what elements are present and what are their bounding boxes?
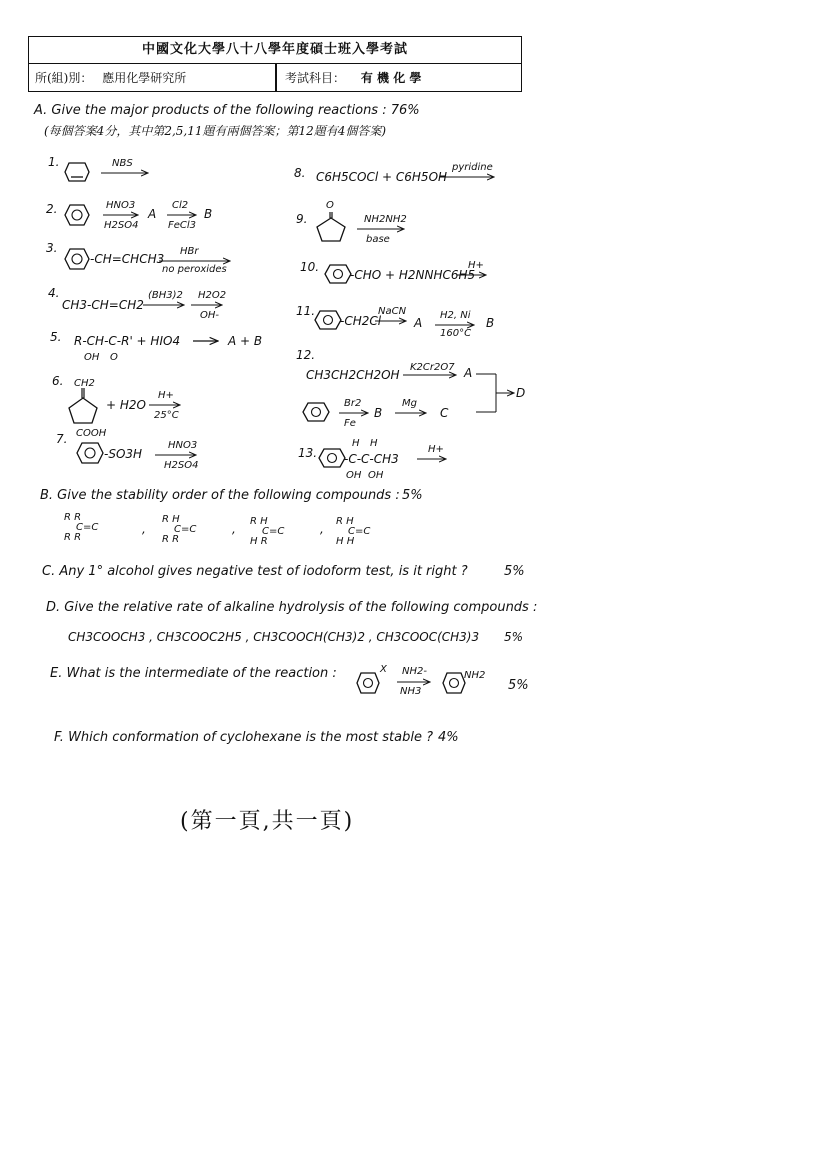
cyclohexene-icon — [64, 162, 90, 182]
section-e-x: X — [380, 664, 387, 675]
item-7-reagent-top: HNO3 — [168, 440, 198, 451]
item-2-label-a: A — [148, 207, 157, 221]
item-4-reagent-top: (BH3)2 — [148, 290, 183, 301]
section-a-title: A. Give the major products of the following reactions : 76% — [34, 103, 420, 118]
item-4-arrow-2 — [190, 300, 226, 310]
item-13-h2: H — [370, 438, 378, 449]
item-6-number: 6. — [52, 374, 64, 388]
item-12-reagent2-top: Br2 — [344, 398, 362, 409]
exam-title: 中國文化大學八十八學年度碩士班入學考試 — [29, 37, 521, 64]
item-6-arrow — [148, 400, 184, 410]
dept-cell — [35, 64, 186, 92]
alkene-4-mid: C=C — [348, 526, 371, 537]
item-3-reagent-top: HBr — [180, 246, 199, 257]
section-e-reagent-bottom: NH3 — [400, 686, 422, 697]
item-13-reactant: -C-C-CH3 — [344, 452, 399, 466]
item-12-number: 12. — [296, 348, 316, 362]
item-2-reagent2-bottom: FeCl3 — [168, 220, 197, 231]
item-4-reagent2-top: H2O2 — [198, 290, 227, 301]
item-9-number: 9. — [296, 212, 308, 226]
item-12-combine-bracket — [476, 372, 518, 416]
alkene-1-top: R R — [64, 512, 82, 523]
item-12-reactant: CH3CH2CH2OH — [306, 368, 400, 382]
item-5-arrow — [192, 336, 222, 346]
item-11-number: 11. — [296, 304, 316, 318]
cyclopentanone-icon — [314, 212, 346, 242]
section-d-compounds: CH3COOCH3 , CH3COOC2H5 , CH3COOCH(CH3)2 , CH3COOC(CH3)3 — [68, 630, 480, 644]
item-11-reagent2-top: H2, Ni — [440, 310, 471, 321]
item-5-reactant: R-CH-C-R' + HIO4 — [74, 334, 181, 348]
dept-label: 所(組)別： — [35, 71, 93, 85]
methylenecyclopentane-icon — [66, 388, 98, 424]
alkene-3-top: R H — [250, 516, 268, 527]
comma-sep: , — [142, 522, 146, 536]
item-2-reagent-bottom: H2SO4 — [104, 220, 139, 231]
section-c-score: 5% — [504, 564, 525, 579]
item-12-arrow-1 — [402, 370, 460, 380]
benzene-icon — [442, 672, 466, 694]
item-11-arrow-1 — [374, 316, 410, 326]
item-1-arrow — [100, 168, 152, 178]
item-8-reactant: C6H5COCl + C6H5OH — [316, 170, 448, 184]
item-13-oh1: OH — [346, 470, 362, 481]
item-2-reagent-top: HNO3 — [106, 200, 136, 211]
alkene-4-top: R H — [336, 516, 354, 527]
item-13-number: 13. — [298, 446, 318, 460]
section-b-title: B. Give the stability order of the following compounds : — [40, 488, 400, 503]
section-f-text: F. Which conformation of cyclohexane is the most stable ? — [54, 730, 433, 745]
item-5-oh: OH — [84, 352, 100, 363]
section-d-score: 5% — [504, 630, 524, 644]
item-2-arrow-2 — [166, 210, 200, 220]
alkene-4-bottom: H H — [336, 536, 355, 547]
item-6-reagent-top: H+ — [158, 390, 174, 401]
item-9-reagent-top: NH2NH2 — [364, 214, 407, 225]
page-footer: (第一頁,共一頁) — [180, 809, 355, 834]
item-2-label-b: B — [204, 207, 213, 221]
item-1-number: 1. — [48, 155, 60, 169]
section-a-note: (每個答案4分，其中第2,5,11題有兩個答案；第12題有4個答案) — [44, 124, 387, 138]
item-7-reagent-bottom: H2SO4 — [164, 460, 199, 471]
item-7-reactant: -SO3H — [104, 447, 143, 461]
item-10-arrow — [456, 270, 490, 280]
item-10-number: 10. — [300, 260, 320, 274]
alkene-3-bottom: H R — [250, 536, 268, 547]
item-10-reactant: -CHO + H2NNHC6H5 — [350, 268, 476, 282]
section-b-score: 5% — [402, 488, 423, 503]
section-e-nh2: NH2 — [464, 670, 486, 681]
item-12-reagent-top: K2Cr2O7 — [410, 362, 455, 373]
item-12-arrow-2 — [338, 408, 372, 418]
item-12-label-d: D — [516, 386, 526, 400]
item-4-number: 4. — [48, 286, 60, 300]
item-2-arrow-1 — [102, 210, 142, 220]
item-4-arrow-1 — [142, 300, 188, 310]
item-5-product: A + B — [228, 334, 263, 348]
benzene-icon — [314, 310, 342, 330]
alkene-3-mid: C=C — [262, 526, 285, 537]
item-11-label-b: B — [486, 316, 495, 330]
item-13-oh2: OH — [368, 470, 384, 481]
item-9-reagent-bottom: base — [366, 234, 390, 245]
benzene-icon — [64, 248, 90, 270]
item-6-ch2: CH2 — [74, 378, 95, 389]
item-6-plus: + H2O — [106, 398, 146, 412]
alkene-2-mid: C=C — [174, 524, 197, 535]
item-8-number: 8. — [294, 166, 306, 180]
benzene-icon — [302, 402, 330, 422]
section-f-score: 4% — [438, 730, 459, 745]
comma-sep: , — [232, 522, 236, 536]
item-11-reactant: -CH2Cl — [340, 314, 382, 328]
item-1-reagent: NBS — [112, 158, 133, 169]
section-e-text: E. What is the intermediate of the reaction : — [50, 666, 337, 681]
item-2-number: 2. — [46, 202, 58, 216]
item-7-number: 7. — [56, 432, 68, 446]
subject-label: 考試科目： — [285, 71, 346, 85]
section-d-text: D. Give the relative rate of alkaline hydrolysis of the following compounds : — [46, 600, 538, 615]
benzene-icon — [76, 442, 104, 464]
exam-header — [28, 36, 522, 92]
comma-sep: , — [320, 522, 324, 536]
item-5-number: 5. — [50, 330, 62, 344]
alkene-1-bottom: R R — [64, 532, 82, 543]
item-8-reagent: pyridine — [452, 162, 493, 173]
section-c-text: C. Any 1° alcohol gives negative test of iodoform test, is it right ? — [42, 564, 468, 579]
item-12-label-b: B — [374, 406, 383, 420]
item-6-reagent-bottom: 25°C — [154, 410, 179, 421]
item-4-reactant: CH3-CH=CH2 — [62, 298, 144, 312]
item-9-arrow — [356, 224, 408, 234]
item-12-arrow-3 — [394, 408, 430, 418]
alkene-2-top: R H — [162, 514, 180, 525]
benzene-icon — [64, 204, 90, 226]
item-10-reagent: H+ — [468, 260, 484, 271]
item-4-reagent2-bottom: OH- — [200, 310, 219, 321]
item-7-arrow — [154, 450, 200, 460]
alkene-2-bottom: R R — [162, 534, 180, 545]
item-13-h1: H — [352, 438, 360, 449]
item-11-reagent-top: NaCN — [378, 306, 407, 317]
subject-cell — [285, 64, 421, 92]
item-12-reagent3-top: Mg — [402, 398, 417, 409]
item-12-label-a: A — [464, 366, 473, 380]
item-13-reagent: H+ — [428, 444, 444, 455]
item-3-reagent-bottom: no peroxides — [162, 264, 227, 275]
benzene-icon — [318, 448, 346, 468]
alkene-1-mid: C=C — [76, 522, 99, 533]
item-8-arrow — [438, 172, 498, 182]
item-9-o: O — [326, 200, 334, 211]
item-3-reactant: -CH=CHCH3 — [90, 252, 165, 266]
item-12-reagent2-bottom: Fe — [344, 418, 356, 429]
section-e-reagent-top: NH2- — [402, 666, 427, 677]
benzene-icon — [324, 264, 352, 284]
item-7-cooh: COOH — [76, 428, 107, 439]
header-divider — [275, 64, 277, 92]
item-5-o: O — [110, 352, 118, 363]
section-e-score: 5% — [508, 678, 529, 693]
item-11-reagent2-bottom: 160°C — [440, 328, 472, 339]
item-12-label-c: C — [440, 406, 449, 420]
dept-value: 應用化學研究所 — [102, 71, 187, 85]
subject-value: 有 機 化 學 — [360, 71, 422, 85]
item-2-reagent2-top: Cl2 — [172, 200, 189, 211]
benzene-icon — [356, 672, 380, 694]
item-3-number: 3. — [46, 241, 58, 255]
item-13-arrow — [416, 454, 450, 464]
item-11-label-a: A — [414, 316, 423, 330]
